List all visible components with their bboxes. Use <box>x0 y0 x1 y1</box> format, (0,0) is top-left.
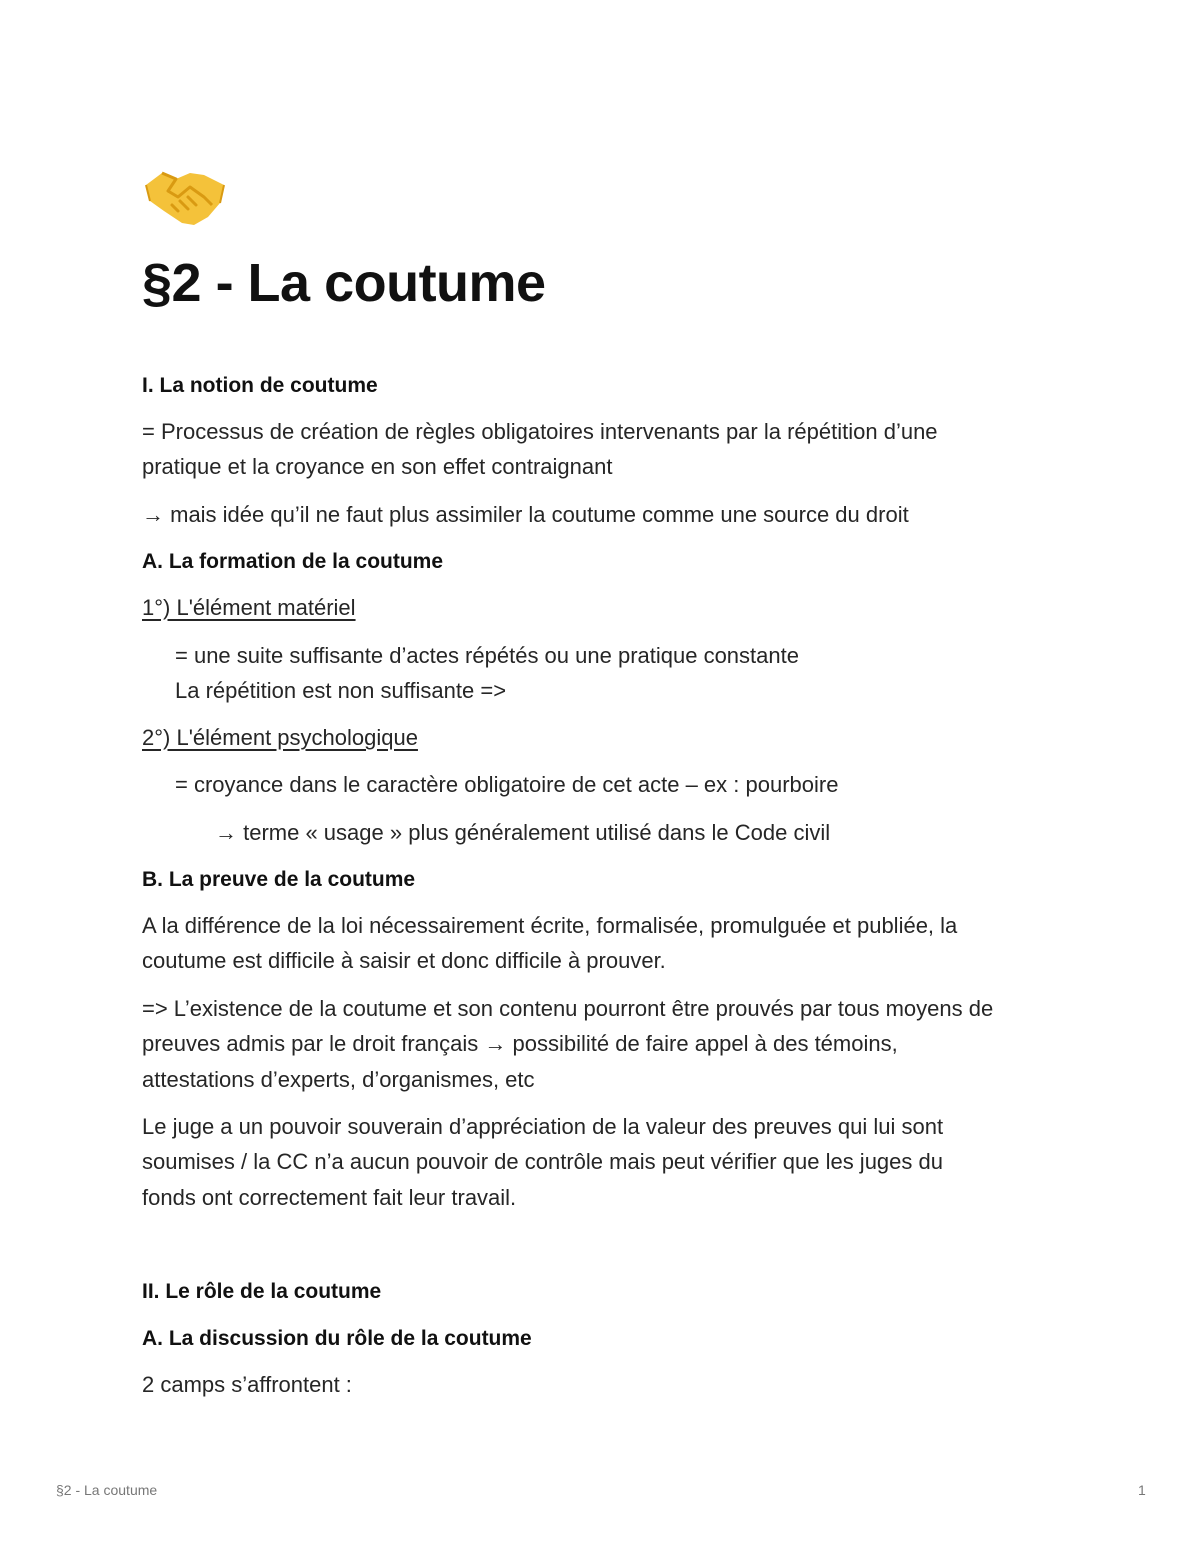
page-number: 1 <box>1138 1482 1146 1498</box>
page-title: §2 - La coutume <box>142 253 546 313</box>
subsection-heading: B. La preuve de la coutume <box>142 868 416 891</box>
paragraph-line: → terme « usage » plus généralement utilisé dans le Code civil <box>215 820 831 845</box>
handshake-icon <box>142 165 228 231</box>
paragraph-line: Le juge a un pouvoir souverain d’appréciation de la valeur des preuves qui lui sont <box>142 1114 944 1139</box>
subsection-heading: A. La formation de la coutume <box>142 550 444 573</box>
paragraph-line: => L’existence de la coutume et son contenu pourront être prouvés par tous moyens de <box>142 996 994 1021</box>
paragraph-line: → mais idée qu’il ne faut plus assimiler la coutume comme une source du droit <box>142 502 909 527</box>
section-heading: II. Le rôle de la coutume <box>142 1280 382 1303</box>
sub-subsection-heading: 2°) L'élément psychologique <box>142 725 418 750</box>
section-heading: I. La notion de coutume <box>142 374 378 397</box>
paragraph-line: coutume est difficile à saisir et donc difficile à prouver. <box>142 948 666 973</box>
paragraph-line: = croyance dans le caractère obligatoire de cet acte – ex : pourboire <box>175 772 839 797</box>
paragraph-line: pratique et la croyance en son effet contraignant <box>142 454 613 479</box>
paragraph-line: attestations d’experts, d’organismes, etc <box>142 1067 535 1092</box>
paragraph-line: soumises / la CC n’a aucun pouvoir de contrôle mais peut vérifier que les juges du <box>142 1149 943 1174</box>
paragraph-line: A la différence de la loi nécessairement écrite, formalisée, promulguée et publiée, la <box>142 913 958 938</box>
sub-subsection-heading: 1°) L'élément matériel <box>142 595 356 620</box>
paragraph-line: preuves admis par le droit français → possibilité de faire appel à des témoins, <box>142 1031 898 1056</box>
paragraph-line: = une suite suffisante d’actes répétés ou une pratique constante <box>175 643 799 668</box>
paragraph-line: = Processus de création de règles obligatoires intervenants par la répétition d’une <box>142 419 938 444</box>
paragraph-line: fonds ont correctement fait leur travail. <box>142 1185 517 1210</box>
paragraph-line: 2 camps s’affrontent : <box>142 1372 352 1397</box>
subsection-heading: A. La discussion du rôle de la coutume <box>142 1327 532 1350</box>
paragraph-line: La répétition est non suffisante => <box>175 678 507 703</box>
footer-title: §2 - La coutume <box>56 1482 158 1498</box>
